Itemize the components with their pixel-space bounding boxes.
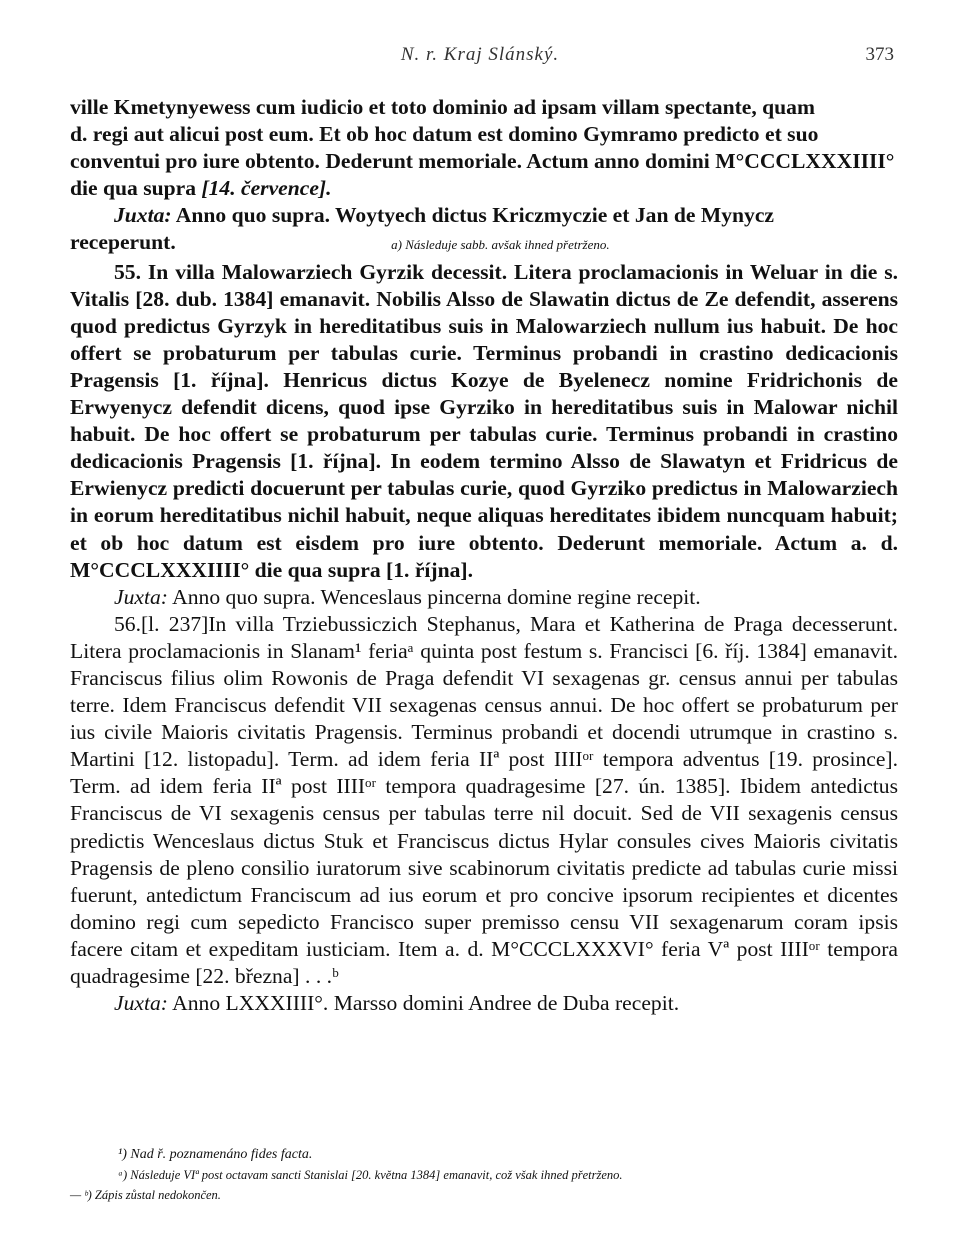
- entry-56: [70, 611, 898, 1017]
- juxta-label: Juxta:: [114, 203, 172, 228]
- entry-54-line-2: d. regi aut alicui post eum. Et ob hoc datum est domino Gymramo predicto et suo: [70, 122, 819, 147]
- running-title: N. r. Kraj Slánský.: [400, 44, 560, 65]
- entry-54-date: [14. července].: [201, 176, 332, 201]
- entry-54: [70, 94, 898, 259]
- entry-54-line-4: [70, 175, 898, 202]
- inline-note: a) Následuje sabb. avšak ihned přetrženo.: [391, 237, 610, 253]
- entry-54-line-6: [70, 229, 898, 258]
- entry-54-line-1: ville Kmetynyewess cum iudicio et toto dominio ad ipsam villam spectante, quam: [70, 95, 815, 119]
- juxta-text: Anno LXXXIIII°. Marsso domini Andree de Duba recepit.: [167, 991, 680, 1016]
- page-number: 373: [865, 44, 894, 65]
- page-header: [0, 44, 960, 72]
- entry-56-text: 56.[l. 237]In villa Trziebussiczich Stephanus, Mara et Katherina de Praga decesserunt. Litera proclamacionis in Slanam¹ feriaᵃ quinta post festum s. Francisci [6. říj. 1384] emanavit. Franciscus filius olim Rowonis de Praga defendit VI sexagenas gr. census annui per tabulas terre. Idem Franciscus defendit VII sexagenas census annui. De hoc offert se probaturum per ius civile Maioris civitatis Pragensis. Terminus probandi et docendi utrumque in crastino s. Martini [12. listopadu]. Term. ad idem feria IIª post IIIIᵒʳ tempora adventus [19. prosince]. Term. ad idem feria IIª post IIIIᵒʳ tempora quadragesime [27. ún. 1385]. Ibidem antedictus Franciscus de VI sexagenis census per tabulas terre nil docuit. Sed de VII sexagenis census predictis Wenceslaus dictus Stuk et Franciscus dictus Hylar consules cives Maioris civitatis Pragensis de pleno consilio iuratorum sive scabinorum civitatis predicte ad tabulas curie missi fuerunt, antedictum Franciscum ad ius eorum et pro concive ipsorum recipientes et dicentes domino regi cum sepedicto Francisco super premisso censu VII sexagenarum coram ipsis facere citam et expeditam iusticiam. Item a. d. M°CCCLXXXVI° feria Vª post IIIIᵒʳ tempora quadragesime [22. března] . . .ᵇ: [70, 611, 898, 988]
- entry-56-juxta: [70, 990, 898, 1017]
- entry-55: [70, 259, 898, 611]
- juxta-label: Juxta:: [114, 584, 168, 609]
- entry-55-text: 55. In villa Malowarziech Gyrzik decessit. Litera proclamacionis in Weluar in die s. Vitalis [28. dub. 1384] emanavit. Nobilis Alsso de Slawatin dictus de Ze defendit, asserens quod predictus Gyrzyk in hereditatibus suis in Malowarziech nullum ius habuit. De hoc offert se probaturum per tabulas curie. Terminus probandi in crastino dedicacionis Pragensis [1. října]. Henricus dictus Kozye de Byelenecz nomine Fridrichonis de Erwyenycz defendit dicens, quod ipse Gyrziko in hereditatibus suis in Malowar nichil habuit. De hoc offert se probaturum per tabulas curie. Terminus probandi in crastino dedicacionis Pragensis [1. října]. In eodem termino Alsso de Slawatyn et Fridricus de Erwienycz predicti docuerunt per tabulas curie, quod Gyrziko predictus in Malowarziech in eorum hereditatibus nichil habuit, neque aliquas hereditates ibidem nuncquam habuit; et ob hoc datum est eisdem pro iure obtento. Dederunt memoriale. Actum a. d. M°CCCLXXXIIII° die qua supra [1. října].: [70, 259, 898, 582]
- entry-54-line-3: conventui pro iure obtento. Dederunt memoriale. Actum anno domini M°CCCLXXXIIII°: [70, 149, 895, 174]
- juxta-label: Juxta:: [114, 991, 168, 1016]
- juxta-text: Anno quo supra. Wenceslaus pincerna domine regine recepit.: [167, 584, 701, 609]
- entry-54-juxta: [70, 202, 898, 229]
- main-text: [70, 94, 898, 1017]
- entry-54-received: receperunt.: [70, 230, 176, 255]
- entry-55-juxta: [70, 584, 898, 611]
- footnote-a: ᵃ) Následuje VIª post octavam sancti Stanislai [20. května 1384] emanavit, což však ihned přetrženo.: [118, 1168, 623, 1182]
- juxta-text: Anno quo supra. Woytyech dictus Kriczmyczie et Jan de Mynycz: [171, 203, 774, 228]
- entry-54-line-4-text: die qua supra: [70, 176, 202, 201]
- footnote-1: ¹) Nad ř. poznamenáno fides facta.: [118, 1147, 313, 1162]
- footnote-b: — ᵇ) Zápis zůstal nedokončen.: [70, 1188, 221, 1202]
